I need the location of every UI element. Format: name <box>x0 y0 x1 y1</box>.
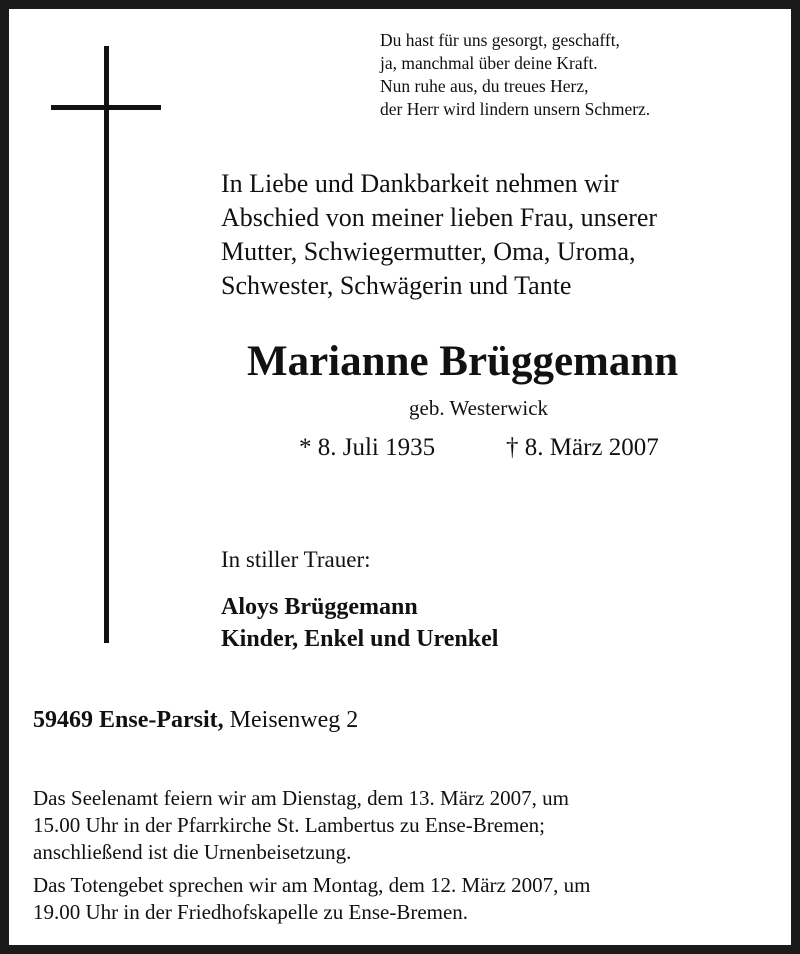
address-place: 59469 Ense-Parsit, <box>33 707 224 733</box>
cross-icon <box>104 46 109 643</box>
farewell-line: Schwester, Schwägerin und Tante <box>221 271 572 300</box>
mourner-name: Aloys Brüggemann <box>221 594 418 620</box>
address <box>33 705 358 735</box>
service-info <box>33 785 793 932</box>
maiden-name: geb. Westerwick <box>409 396 549 420</box>
address-street: Meisenweg 2 <box>223 707 359 733</box>
poem-verse <box>380 29 650 121</box>
farewell-line: Mutter, Schwiegermutter, Oma, Uroma, <box>221 237 636 266</box>
farewell-text <box>221 167 657 303</box>
poem-line: Nun ruhe aus, du treues Herz, <box>380 76 589 96</box>
mourners-list <box>221 591 498 655</box>
mourner-name: Kinder, Enkel und Urenkel <box>221 626 499 652</box>
cross-icon-bar <box>51 105 161 110</box>
service-line: 15.00 Uhr in der Pfarrkirche St. Lambertus zu Ense-Bremen; <box>33 813 546 837</box>
requiem-paragraph <box>33 785 793 866</box>
service-line: Das Seelenamt feiern wir am Dienstag, dem 13. März 2007, um <box>33 786 569 810</box>
poem-line: ja, manchmal über deine Kraft. <box>380 53 598 73</box>
mourning-label: In stiller Trauer: <box>221 547 371 572</box>
service-line: anschließend ist die Urnenbeisetzung. <box>33 840 352 864</box>
farewell-line: Abschied von meiner lieben Frau, unserer <box>221 203 658 232</box>
service-line: 19.00 Uhr in der Friedhofskapelle zu Ense-Bremen. <box>33 900 469 924</box>
poem-line: der Herr wird lindern unsern Schmerz. <box>380 99 651 119</box>
prayer-paragraph <box>33 872 793 926</box>
service-line: Das Totengebet sprechen wir am Montag, dem 12. März 2007, um <box>33 873 591 897</box>
deceased-name: Marianne Brüggemann <box>247 338 679 385</box>
poem-line: Du hast für uns gesorgt, geschafft, <box>380 30 620 50</box>
death-date: † 8. März 2007 <box>506 434 659 461</box>
birth-date: * 8. Juli 1935 <box>299 434 436 461</box>
farewell-line: In Liebe und Dankbarkeit nehmen wir <box>221 169 619 198</box>
